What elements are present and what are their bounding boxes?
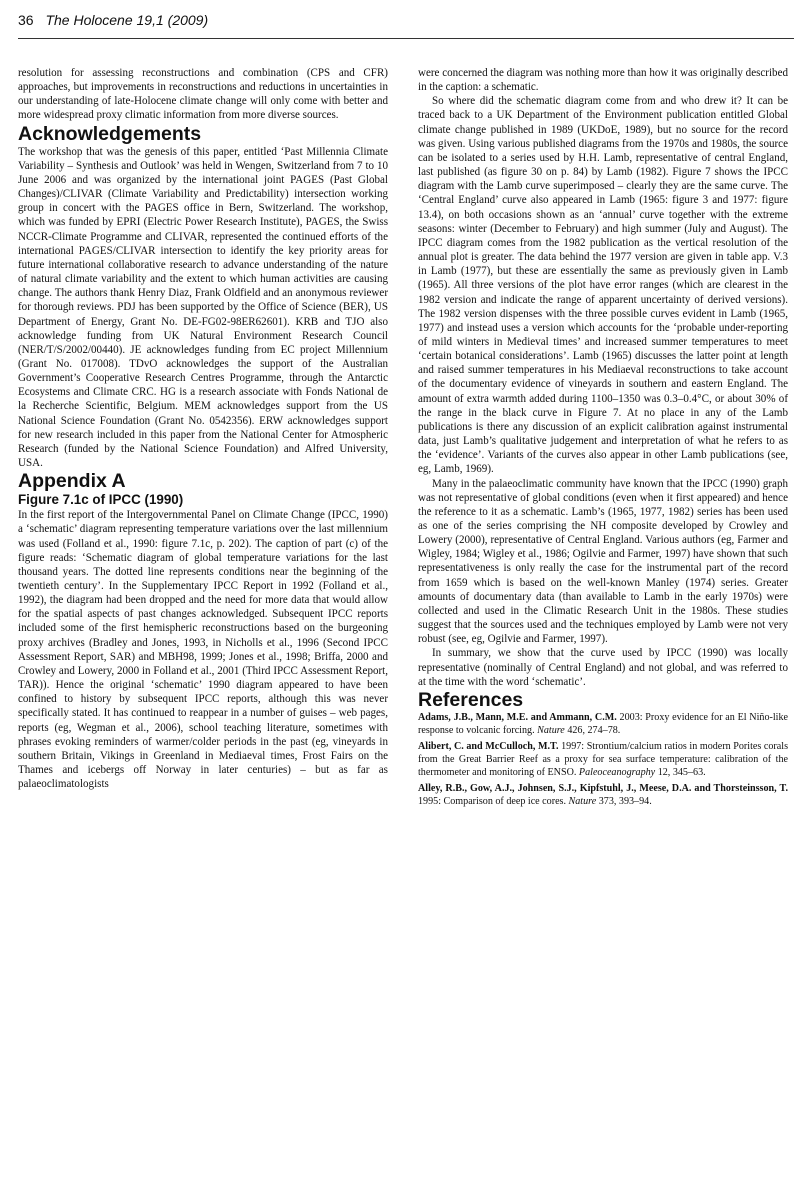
reference-volume: 12, 345–63. bbox=[655, 767, 706, 779]
reference-authors: Alley, R.B., Gow, A.J., Johnsen, S.J., Kipfstuhl, J., Meese, D.A. and Thorsteinsson, T. bbox=[418, 783, 788, 795]
reference-item bbox=[418, 711, 788, 737]
reference-volume: 426, 274–78. bbox=[564, 724, 621, 736]
running-header bbox=[18, 12, 794, 39]
reference-list bbox=[418, 711, 788, 809]
appendix-heading: Appendix A bbox=[18, 470, 126, 493]
reference-authors: Alibert, C. and McCulloch, M.T. bbox=[418, 741, 559, 753]
right-column bbox=[418, 66, 788, 812]
references-heading: References bbox=[418, 688, 524, 711]
body-paragraph: Many in the palaeoclimatic community have known that the IPCC (1990) graph was not representative of global conditions (even when it first appeared) and hence the reference to it as a schematic. Lamb’s (1965, 1977, 1982) series has been used as one of the series comprising the NH composite developed by Crowley and Lowery (2000), representative of Central England. Various authors (eg, Farmer and Wigley, 1984; Wigley et al., 1986; Ogilvie and Farmer, 1997) have shown that such representativeness is only really the case for the instrumental part of the record from 1659 which is based on the well-known Manley (1974) series. Greater amounts of documentary data (than available to Lamb in the early 1970s) were collected and used in the Climatic Research Unit in the 1980s. These studies suggest that the sources used and the techniques employed by Lamb were not very robust (see, eg, Ogilvie and Farmer, 1997). bbox=[418, 477, 788, 646]
reference-authors: Adams, J.B., Mann, M.E. and Ammann, C.M. bbox=[418, 711, 617, 723]
reference-journal: Nature bbox=[537, 724, 565, 736]
appendix-text: In the first report of the Intergovernmental Panel on Climate Change (IPCC, 1990) a ‘schematic’ diagram representing temperature variations over the last millennium was used (Folland et al., 1990: figure 7.1c, p. 202). The caption of part (c) of the figure reads: ‘Schematic diagram of global temperature variations for the last thousand years. The dotted line represents conditions near the beginning of the twentieth century’. In the Supplementary IPCC Report in 1992 (Folland et al., 1992), the diagram had been dropped and the need for more data that would allow for the spatial aspects of past changes acknowledged. Subsequent IPCC reports included some of the first hemispheric reconstructions based on the burgeoning proxy archives (Bradley and Jones, 1993, in Nicholls et al., 1996 (Second IPCC Assessment Report, SAR) and MBH98, 1999; Jones et al., 1998; Briffa, 2000 and Crowley and Lowery, 2000 in Folland et al., 2001 (Third IPCC Assessment Report, TAR)). Hence the original ‘schematic’ 1990 diagram appeared to have been confined to history by subsequent IPCC reports, although this was never specifically stated. It has continued to reappear in a number of guises – web pages, reports (eg, Wegman et al., 2006), school teaching literature, sometimes with phrases evoking reminders of warmer/colder periods in the past (eg, vineyards in southern Britain, Vikings in Greenland in Mediaeval times, Frost Fairs on the Thames and icebergs off Norway in later centuries) – but as far as palaeoclimatologists bbox=[18, 509, 388, 791]
acknowledgements-heading: Acknowledgements bbox=[18, 122, 202, 145]
reference-details: 2003: Proxy evidence for an El Niño-like response to volcanic forcing. bbox=[418, 711, 788, 736]
reference-details: 1997: Strontium/calcium ratios in modern Porites corals from the Great Barrier Reef as a proxy for sea surface temperature: calibration of the thermometer and monitoring of ENSO. bbox=[418, 741, 788, 779]
reference-item bbox=[418, 740, 788, 779]
acknowledgements-text: The workshop that was the genesis of this paper, entitled ‘Past Millennia Climate Variability – Synthesis and Outlook’ was held in Wengen, Switzerland from 7 to 10 June 2006 and was organized by the international joint PAGES (Past Global Changes)/CLIVAR (Climate Variability and Predictability) intersection working group in concert with the PAGES office in Bern, Switzerland. The workshop, which was funded by EPRI (Electric Power Research Institute), PAGES, the Swiss NCCR-Climate Programme and CLIVAR, represented the continued efforts of the international PAGES/CLIVAR intersection to identify the key priority areas for future international collaborative research to advance understanding of the nature of natural climate variability and the extent to which human activities are causing change. The authors thank Henry Diaz, Frank Oldfield and an anonymous reviewer for thorough reviews. PDJ has been supported by the Office of Science (BER), US Department of Energy, Grant No. DE-FG02-98ER62601). KRB and TJO also acknowledge funding from UK Natural Environment Research Council (NER/T/S/2002/00440). JE acknowledges funding from EC project Millennium (Grant No. 017008). TDvO acknowledges the support of the Australian Government’s Cooperative Research Centres Programme, through the Antarctic Ecosystems and Climate CRC. HG is a research associate with Fonds National de la Recherche Scientific, Belgium. MEM acknowledges support from the US National Science Foundation (Grant No. 0542356). ERW acknowledges support for new research included in this paper from the National Center for Atmospheric Research (funded by the National Science Foundation) and Alfred University, USA. bbox=[18, 145, 388, 470]
page-number: 36 bbox=[18, 12, 34, 28]
reference-journal: Paleoceanography bbox=[578, 767, 656, 779]
intro-paragraph: resolution for assessing reconstructions and combination (CPS and CFR) approaches, but improvements in reconstructions and reductions in uncertainties in our understanding of late-Holocene climate change will only come with better and more widespread proxy climatic information from more diverse sources. bbox=[18, 67, 388, 122]
body-paragraph: In summary, we show that the curve used by IPCC (1990) was locally representative (nominally of Central England) and not global, and was referred to at the time with the word ‘schematic’. bbox=[418, 647, 788, 688]
appendix-subheading: Figure 7.1c of IPCC (1990) bbox=[18, 492, 184, 508]
reference-item bbox=[418, 782, 788, 808]
journal-citation: The Holocene 19,1 (2009) bbox=[45, 12, 209, 28]
reference-volume: 373, 393–94. bbox=[596, 796, 652, 808]
reference-details: 1995: Comparison of deep ice cores. bbox=[418, 796, 569, 808]
left-column bbox=[18, 66, 388, 791]
body-paragraph: So where did the schematic diagram come from and who drew it? It can be traced back to a UK Department of the Environment publication entitled Global climate change published in 1989 (UKDoE, 1989), but no source for the record was given. Using various published diagrams from the 1970s and 1980s, the source can be isolated to a series used by H.H. Lamb, representative of central England, last published (as figure 30 on p. 84) by Lamb (1982). Figure 7 shows the IPCC diagram with the Lamb curve superimposed – clearly they are the same curve. The ‘Central England’ curve also appeared in Lamb (1965: figure 3 and 1977: figure 13.4), on both occasions shown as an ‘annual’ curve together with the extreme seasons: winter (December to February) and high summer (July and August). The IPCC diagram comes from the 1982 publication as the vertical resolution of the annual plot is greater. The data behind the 1977 version are given in table app. V.3 in Lamb (1977), but these are essentially the same as previously given in Lamb (1965). All three versions of the plot have error ranges (which are clearest in the 1982 version and indicate the range of apparent uncertainty of derived versions). The 1982 version dispenses with the three possible curves evident in Lamb (1965, 1977) and instead uses a version which accounts for the ‘probable under-reporting of mild winters in Medieval times’ and increased summer temperatures to meet ‘certain botanical considerations’. Lamb (1965) discusses the latter point at length and raised summer temperatures in his Mediaeval reconstructions to take account of the documentary evidence of vineyards in southern and eastern England. The amount of extra warmth added during 1100–1350 was 0.3–0.4°C, or about 30% of the range in the black curve in Figure 7. At no place in any of the Lamb publications is there any discussion of an explicit calibration against instrumental data, just Lamb’s qualitative judgement and interpretation of what he refers to as the ‘evidence’. Variants of the curves also appear in other Lamb publications (see, eg, Lamb, 1969). bbox=[418, 95, 788, 476]
body-paragraph: were concerned the diagram was nothing more than how it was originally described in the caption: a schematic. bbox=[418, 67, 788, 94]
reference-journal: Nature bbox=[568, 796, 597, 808]
